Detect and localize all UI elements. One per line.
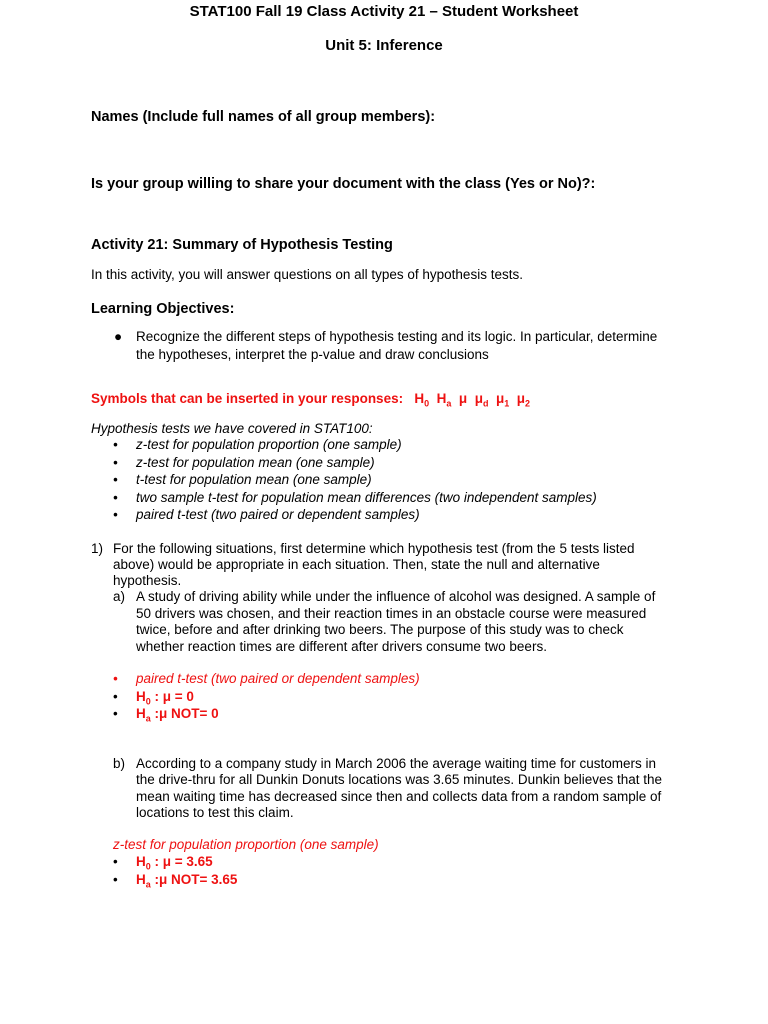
part-b-label: b) — [113, 756, 126, 771]
part-a-line-1: A study of driving ability while under the influence of alcohol was designed. A sample of — [136, 589, 656, 604]
answer-null-hypothesis: • $H_0$ : μ = 0 — [113, 688, 194, 707]
answer-test: • paired t-test (two paired or dependent samples) — [113, 671, 420, 686]
symbol-mu: μ — [458, 391, 468, 406]
question-1-number: 1) — [91, 541, 104, 556]
objective-line-2: the hypotheses, interpret the p-value and draw conclusions — [136, 347, 489, 362]
names-prompt: Names (Include full names of all group members): — [91, 109, 436, 125]
answer-null-hypothesis: • $H_0$ : μ = 3.65 — [113, 854, 213, 872]
activity-heading: Activity 21: Summary of Hypothesis Testing — [91, 237, 393, 253]
symbol-mu-1: $\mu_1$ — [495, 391, 510, 409]
symbol-h0: $H_0$ — [414, 391, 430, 409]
question-1-line-1: For the following situations, first determine which hypothesis test (from the 5 tests listed — [113, 541, 635, 556]
answer-alternative-hypothesis: • $H_a$ :μ NOT= 0 — [113, 706, 219, 724]
part-a-answer — [113, 670, 420, 723]
list-item: • t-test for population mean (one sample) — [113, 472, 372, 487]
symbols-label: Symbols that can be inserted in your responses: — [91, 391, 404, 406]
part-b-answer-test: z-test for population proportion (one sample) — [113, 837, 379, 852]
part-b-answer — [113, 853, 237, 888]
symbol-mu-d: $\mu_d$ — [474, 391, 489, 409]
unit-heading: Unit 5: Inference — [325, 37, 443, 54]
symbol-mu-2: $\mu_2$ — [516, 391, 531, 409]
symbols-line — [91, 391, 531, 409]
part-a-line-2: 50 drivers was chosen, and their reaction times in an obstacle course were measured — [136, 606, 647, 621]
answer-alternative-hypothesis: • $H_a$ :μ NOT= 3.65 — [113, 871, 238, 890]
document-title: STAT100 Fall 19 Class Activity 21 – Student Worksheet — [189, 3, 579, 20]
part-b-line-1: According to a company study in March 2006 the average waiting time for customers in — [136, 756, 657, 771]
part-a-line-4: whether reaction times are different after drivers consume two beers. — [136, 639, 547, 654]
list-item: • z-test for population mean (one sample) — [113, 454, 375, 470]
symbol-ha: $H_a$ — [436, 391, 452, 409]
objective-line-1: Recognize the different steps of hypothesis testing and its logic. In particular, determine — [136, 329, 658, 344]
part-a-line-3: twice, before and after drinking two beers. The purpose of this study was to check — [136, 622, 624, 637]
objective-bullet: ● — [114, 329, 123, 344]
list-item: • paired t-test (two paired or dependent samples) — [113, 507, 420, 522]
tests-list — [113, 436, 597, 524]
part-b-line-3: mean waiting time has decreased since then and collects data from a random sample of — [136, 789, 662, 804]
part-b-line-2: the drive-thru for all Dunkin Donuts locations was 3.65 minutes. Dunkin believes that the — [136, 772, 663, 787]
question-1-line-3: hypothesis. — [113, 573, 182, 588]
tests-intro: Hypothesis tests we have covered in STAT100: — [91, 421, 373, 436]
objectives-heading: Learning Objectives: — [91, 301, 235, 317]
part-b-line-4: locations to test this claim. — [136, 805, 294, 820]
list-item: • two sample t-test for population mean differences (two independent samples) — [113, 489, 597, 505]
list-item: • z-test for population proportion (one sample) — [113, 437, 402, 452]
share-prompt: Is your group willing to share your document with the class (Yes or No)?: — [91, 176, 596, 192]
activity-intro: In this activity, you will answer questions on all types of hypothesis tests. — [91, 267, 523, 282]
part-a-label: a) — [113, 589, 126, 604]
question-1-line-2: above) would be appropriate in each situation. Then, state the null and alternative — [113, 557, 600, 572]
